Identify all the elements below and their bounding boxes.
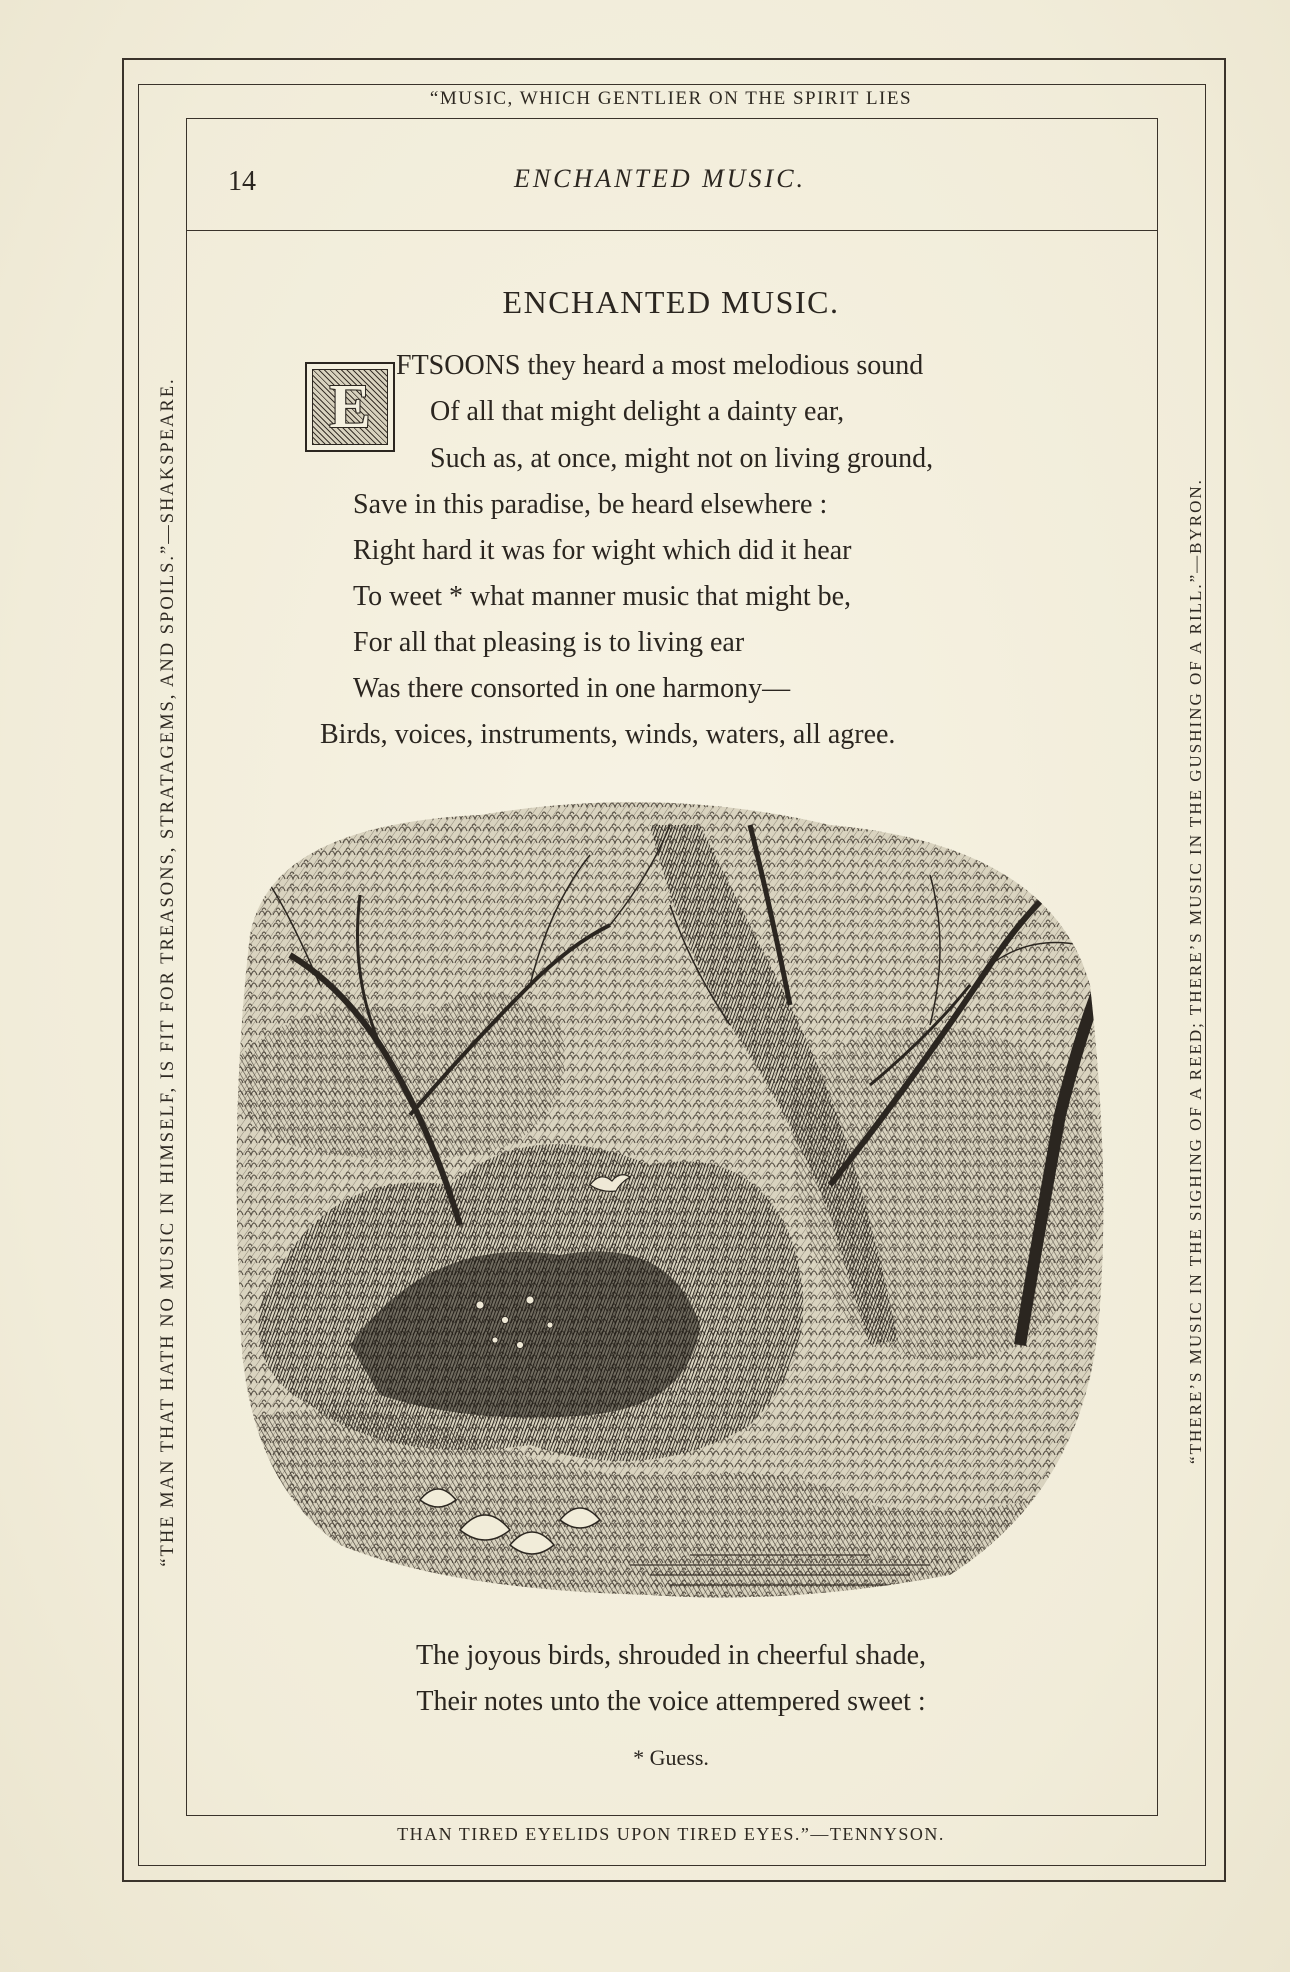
header-rule <box>186 230 1158 231</box>
running-head: ENCHANTED MUSIC. <box>513 164 807 193</box>
border-quote-top: “MUSIC, WHICH GENTLIER ON THE SPIRIT LIES <box>429 88 913 109</box>
dropcap-ornament <box>312 369 388 445</box>
poem-line: Birds, voices, instruments, winds, waters, all agree. <box>320 719 896 750</box>
poem-line: Save in this paradise, be heard elsewhere : <box>353 489 828 520</box>
poem-line: Right hard it was for wight which did it hear <box>353 535 852 566</box>
caption-line: Their notes unto the voice attempered sweet : <box>416 1686 926 1717</box>
poem-line: Of all that might delight a dainty ear, <box>430 396 845 427</box>
poem-line: FTSOONS they heard a most melodious sound <box>396 350 924 381</box>
dropcap-initial <box>305 362 395 452</box>
page-number: 14 <box>228 166 256 197</box>
woodland-engraving-illustration <box>230 785 1115 1605</box>
border-quote-left: “THE MAN THAT HATH NO MUSIC IN HIMSELF, IS FIT FOR TREASONS, STRATAGEMS, AND SPOILS.”—SHAKSPEARE. <box>158 377 178 1567</box>
dropcap-letter: E <box>329 373 371 441</box>
poem-title: ENCHANTED MUSIC. <box>502 284 840 320</box>
poem-line: Such as, at once, might not on living ground, <box>430 443 934 474</box>
poem-line: Was there consorted in one harmony— <box>353 673 791 704</box>
border-quote-right: “THERE’S MUSIC IN THE SIGHING OF A REED; THERE’S MUSIC IN THE GUSHING OF A RILL.”—BYRON. <box>1186 478 1205 1464</box>
caption-line: The joyous birds, shrouded in cheerful shade, <box>415 1640 927 1671</box>
footnote: * Guess. <box>633 1745 709 1770</box>
poem-line: To weet * what manner music that might be, <box>353 581 852 612</box>
poem-line: For all that pleasing is to living ear <box>353 627 745 658</box>
border-quote-bottom: THAN TIRED EYELIDS UPON TIRED EYES.”—TENNYSON. <box>397 1824 945 1844</box>
